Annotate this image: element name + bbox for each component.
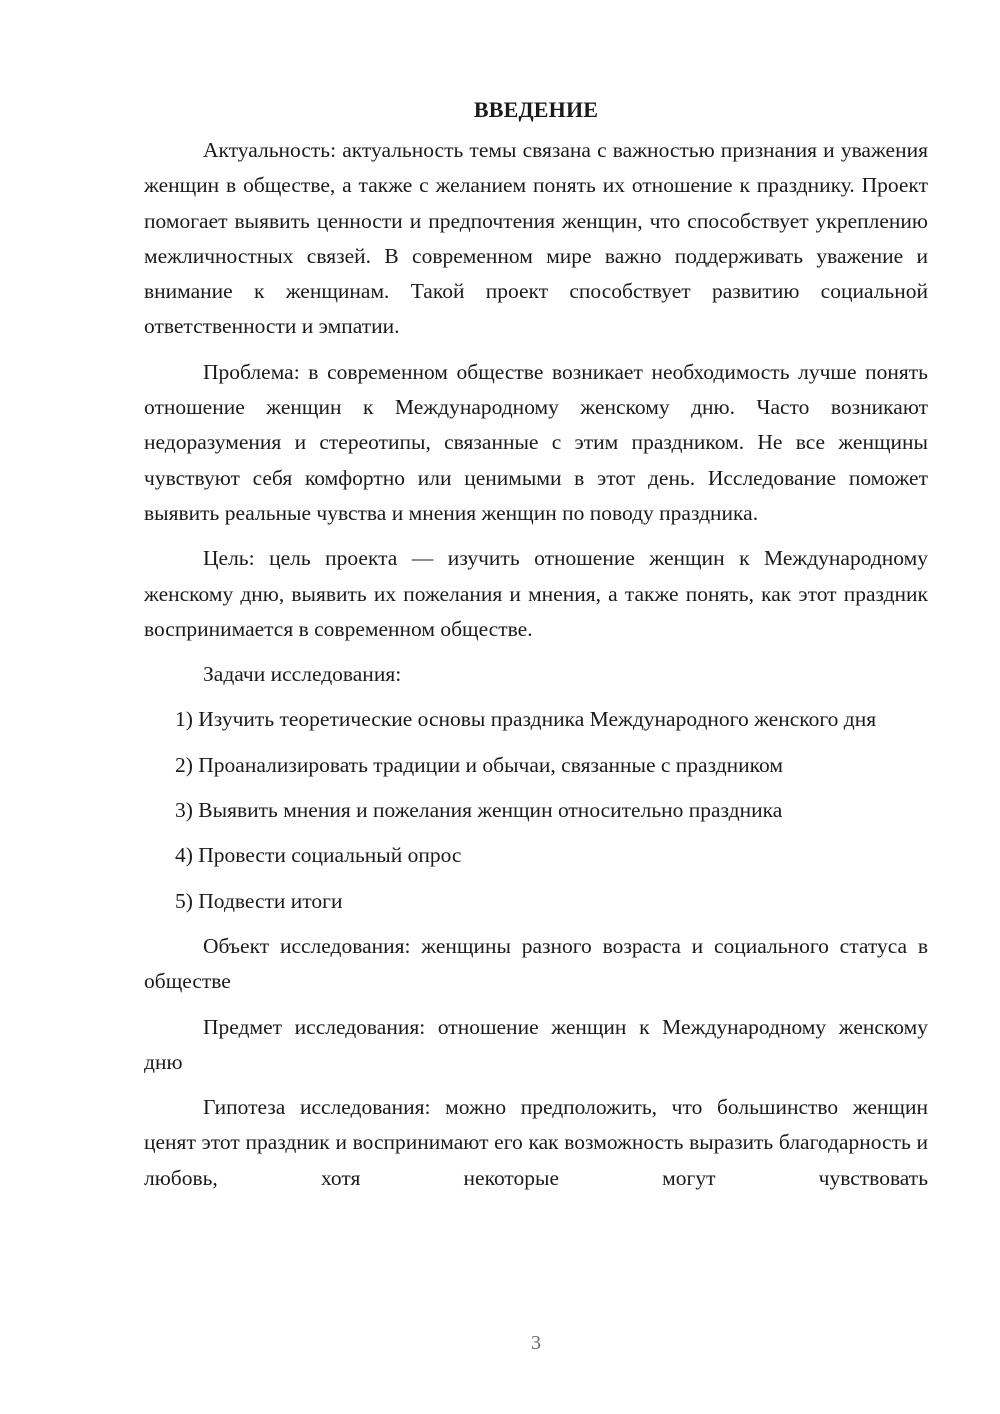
task-item: 4) Провести социальный опрос (175, 843, 462, 868)
task-item: 3) Выявить мнения и пожелания женщин относительно праздника (175, 798, 783, 823)
hypothesis-paragraph: Гипотеза исследования: можно предположить, что большинство женщин ценят этот праздник и воспринимают его как возможность выразить благодарность и любовь, хотя некоторые могут чувствовать (144, 1095, 928, 1190)
task-item: 5) Подвести итоги (175, 888, 343, 913)
task-item: 2) Проанализировать традиции и обычаи, связанные с праздником (175, 752, 783, 777)
goal-paragraph: Цель: цель проекта — изучить отношение женщин к Международному женскому дню, выявить их пожелания и мнения, а также понять, как этот праздник воспринимается в современном обществе. (144, 546, 928, 641)
section-heading: ВВЕДЕНИЕ (473, 97, 599, 122)
subject-paragraph: Предмет исследования: отношение женщин к Международному женскому дню (144, 1014, 928, 1074)
page-number: 3 (531, 1332, 541, 1354)
problem-paragraph: Проблема: в современном обществе возникает необходимость лучше понять отношение женщин к Международному женскому дню. Часто возникают недоразумения и стереотипы, связанные с этим праздником. Не все женщины чувствуют себя комфортно или ценимыми в этот день. Исследование поможет выявить реальные чувства и мнения женщин по поводу праздника. (144, 359, 928, 525)
task-item: 1) Изучить теоретические основы праздника Международного женского дня (175, 707, 877, 732)
tasks-title: Задачи исследования: (203, 662, 402, 687)
document-page (144, 92, 928, 1196)
relevance-paragraph: Актуальность: актуальность темы связана с важностью признания и уважения женщин в обществе, а также с желанием понять их отношение к празднику. Проект помогает выявить ценности и предпочтения женщин, что способствует укреплению межличностных связей. В современном мире важно поддерживать уважение и внимание к женщинам. Такой проект способствует развитию социальной ответственности и эмпатии. (144, 138, 928, 339)
object-paragraph: Объект исследования: женщины разного возраста и социального статуса в обществе (144, 933, 928, 994)
